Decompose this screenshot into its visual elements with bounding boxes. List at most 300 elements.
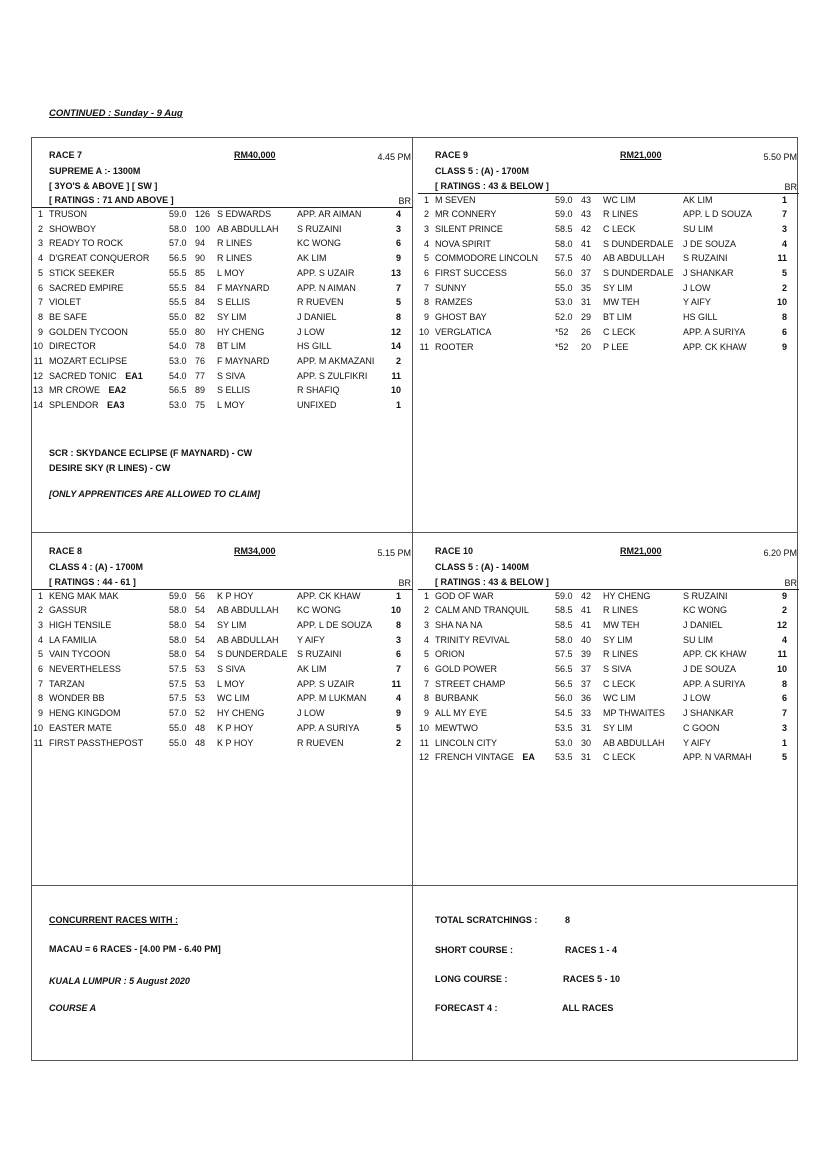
jockey: R LINES [603,209,639,220]
runner-row [418,649,799,664]
jockey: K P HOY [217,590,254,601]
trainer: APP. AR AIMAN [297,209,362,219]
handicap-weight: 53.0 [555,297,573,308]
kuala-lumpur-date: KUALA LUMPUR : 5 August 2020 [49,976,190,986]
runner-number: 8 [37,311,43,322]
horse-name [435,679,505,689]
trainer: APP. CK KHAW [683,649,747,660]
course-info: COURSE A [49,1003,97,1013]
row-divider-2 [31,885,798,886]
horse-name [49,312,87,322]
barrier: 2 [395,737,401,748]
runner-number: 10 [419,722,430,733]
runner-row [418,723,799,738]
runner-number: 2 [423,605,429,616]
jockey: F MAYNARD [217,282,270,293]
runner-row [32,268,413,283]
race-time: 6.20 PM [763,548,797,558]
trainer: S RUZAINI [683,590,728,601]
rating: 40 [581,634,592,645]
runner-row [32,209,413,224]
jockey: MW TEH [603,297,640,308]
trainer: S RUZAINI [297,649,342,660]
jockey: SY LIM [603,282,633,293]
runner-row [418,693,799,708]
runner-row [32,341,413,356]
rating: 84 [195,282,206,293]
rating: 37 [581,664,592,674]
horse-name-text: BE SAFE [49,311,88,322]
runner-number: 12 [419,752,430,763]
trainer: J LOW [683,693,711,704]
trainer: S RUZAINI [683,253,728,264]
handicap-weight: 57.0 [169,238,187,249]
runner-row [32,620,413,635]
runner-number: 4 [37,253,43,264]
rating: 53 [195,678,206,689]
jockey: S EDWARDS [217,209,272,219]
long-course-value: RACES 5 - 10 [563,974,621,984]
runner-number: 10 [33,341,44,352]
trainer: Y AIFY [683,297,711,308]
runner-row [418,283,799,298]
jockey: S DUNDERDALE [217,649,288,660]
handicap-weight: 58.0 [555,238,573,249]
jockey: S SIVA [217,664,246,674]
trainer: KC WONG [683,605,727,616]
barrier: 3 [395,223,401,234]
runner-number: 8 [37,693,43,704]
trainer: APP. S UZAIR [297,678,355,689]
trainer: J LOW [683,282,711,293]
barrier: 6 [395,649,401,660]
race-ratings: [ RATINGS : 43 & BELOW ] [435,576,549,587]
barrier: 9 [781,590,787,601]
handicap-weight: 55.0 [169,311,187,322]
runner-number: 2 [423,209,429,220]
runner-number: 8 [423,297,429,308]
runner-row [32,238,413,253]
race-ratings: [ RATINGS : 44 - 61 ] [49,576,136,587]
rating: 54 [195,649,206,660]
runner-number: 9 [37,708,43,719]
runner-row [32,356,413,371]
barrier: 2 [781,605,787,616]
trainer: UNFIXED [297,400,337,411]
runner-row [32,693,413,708]
apprentice-claim-note: [ONLY APPRENTICES ARE ALLOWED TO CLAIM] [49,489,260,499]
trainer: HS GILL [297,341,332,352]
rating: 41 [581,238,592,249]
horse-name-text: STREET CHAMP [435,678,506,689]
barrier: 8 [781,312,787,323]
race-ratings: [ RATINGS : 71 AND ABOVE ] [49,195,174,205]
runner-number: 4 [423,634,429,645]
jockey: C LECK [603,678,636,689]
barrier: 12 [776,619,787,630]
jockey: C LECK [603,326,636,337]
runner-row [418,664,799,679]
rating: 29 [581,312,592,323]
entry-tag: EA3 [107,400,125,411]
runner-number: 1 [37,209,43,219]
short-course-label: SHORT COURSE : [435,945,514,955]
scratching-note: SCR : SKYDANCE ECLIPSE (F MAYNARD) - CW [49,448,253,458]
race-condition: SUPREME A :- 1300M [49,166,141,176]
handicap-weight: 53.5 [555,722,573,733]
barrier: 7 [781,209,787,220]
rating: 90 [195,253,206,264]
runner-number: 3 [423,619,429,630]
horse-name-text: STICK SEEKER [49,267,115,278]
trainer: APP. CK KHAW [297,590,361,601]
runner-row [418,342,799,357]
handicap-weight: 56.5 [555,678,573,689]
barrier: 11 [391,370,401,381]
horse-name-text: READY TO ROCK [49,238,124,249]
horse-name [435,738,497,748]
trainer: J LOW [297,708,325,719]
horse-name [49,268,115,278]
horse-name-text: GOLDEN TYCOON [49,326,128,337]
runner-row [418,708,799,723]
barrier: 5 [781,268,787,278]
barrier: 3 [781,722,787,733]
jockey: MP THWAITES [603,708,665,719]
total-scratchings-label: TOTAL SCRATCHINGS : [435,915,538,925]
jockey: K P HOY [217,737,254,748]
barrier: 8 [395,311,401,322]
rating: 89 [195,385,206,396]
runner-number: 7 [423,282,429,293]
runner-row [418,620,799,635]
runner-number: 11 [419,737,429,748]
horse-name [49,664,121,674]
handicap-weight: 58.5 [555,619,573,630]
trainer: R SHAFIQ [297,385,340,396]
horse-name-text: KENG MAK MAK [49,590,119,601]
handicap-weight: 55.5 [169,282,187,293]
jockey: L MOY [217,267,245,278]
race-condition: CLASS 5 : (A) - 1400M [435,562,530,572]
entry-tag: EA2 [108,385,127,396]
horse-name [435,195,476,205]
horse-name-text: GOLD POWER [435,664,498,674]
runner-number: 7 [37,297,43,308]
runner-number: 14 [33,400,44,411]
horse-name-text: FRENCH VINTAGE [435,752,514,763]
trainer: J DE SOUZA [683,664,737,674]
rating: 54 [195,634,206,645]
trainer: AK LIM [683,194,713,205]
horse-name-text: M SEVEN [435,194,476,205]
horse-name-text: HIGH TENSILE [49,619,112,630]
trainer: S RUZAINI [297,223,342,234]
rating: 42 [581,590,592,601]
barrier: 3 [395,634,401,645]
rating: 100 [195,223,211,234]
runner-row [418,605,799,620]
handicap-weight: 55.0 [169,326,187,337]
runner-number: 7 [423,678,429,689]
handicap-weight: 53.5 [555,752,573,763]
forecast-label: FORECAST 4 : [435,1003,498,1013]
runner-row [32,738,413,753]
runner-number: 1 [37,590,43,601]
barrier: 1 [395,400,401,411]
race-condition: CLASS 4 : (A) - 1700M [49,562,144,572]
horse-name-text: SPLENDOR [49,400,99,411]
runner-number: 8 [423,693,429,704]
trainer: SU LIM [683,223,714,234]
barrier: 5 [395,297,401,308]
handicap-weight: 56.0 [555,268,573,278]
rating: 33 [581,708,592,719]
horse-name [435,649,465,659]
runner-number: 11 [33,737,43,748]
horse-name-text: SACRED EMPIRE [49,282,124,293]
rating: 94 [195,238,206,249]
horse-name [435,224,503,234]
horse-name [435,605,529,615]
jockey: WC LIM [603,194,636,205]
horse-name-text: LINCOLN CITY [435,737,498,748]
barrier: 10 [390,605,401,616]
horse-name-text: SHA NA NA [435,619,483,630]
handicap-weight: 56.0 [555,693,573,704]
barrier: 7 [781,708,787,719]
runner-number: 10 [33,722,44,733]
concurrent-races-heading: CONCURRENT RACES WITH : [49,915,178,925]
horse-name [435,664,497,674]
race-time: 5.50 PM [763,152,797,162]
rating: 39 [581,649,592,660]
handicap-weight: 54.5 [555,708,573,719]
race-10-panel [418,546,799,881]
entry-tag: EA1 [125,370,143,381]
horse-name [435,342,474,352]
runner-row [32,253,413,268]
jockey: WC LIM [217,693,250,704]
barrier: 4 [395,693,401,704]
jockey: P LEE [603,341,629,352]
total-scratchings-value: 8 [565,915,571,925]
runner-row [418,297,799,312]
jockey: S ELLIS [217,385,251,396]
rating: 48 [195,722,206,733]
horse-name [49,591,119,601]
barrier: 9 [395,708,401,719]
runner-number: 12 [33,370,44,381]
handicap-weight: 59.0 [555,194,573,205]
runner-number: 5 [37,649,43,660]
rating: 54 [195,605,206,616]
horse-name [435,253,538,263]
rating: 26 [581,326,592,337]
rating: 41 [581,619,592,630]
horse-name-text: BURBANK [435,693,479,704]
barrier: 13 [390,267,401,278]
jockey: S DUNDERDALE [603,268,674,278]
jockey: AB ABDULLAH [603,253,665,264]
trainer: AK LIM [297,253,327,264]
horse-name [435,708,487,718]
runner-row [32,224,413,239]
barrier: 10 [776,664,787,674]
macau-info: MACAU = 6 RACES - [4.00 PM - 6.40 PM] [49,944,221,954]
jockey: R LINES [603,605,639,616]
rating: 43 [581,194,592,205]
handicap-weight: 58.5 [555,605,573,616]
jockey: AB ABDULLAH [217,605,279,616]
horse-name-text: SHOWBOY [49,223,97,234]
handicap-weight: 57.5 [555,253,573,264]
horse-name [49,605,87,615]
runner-number: 7 [37,678,43,689]
jockey: S ELLIS [217,297,251,308]
horse-name [435,239,491,249]
jockey: K P HOY [217,722,254,733]
handicap-weight: 55.0 [555,282,573,293]
runner-number: 9 [423,708,429,719]
race-prize: RM21,000 [620,546,662,556]
horse-name-text: MR CROWE [49,385,100,396]
barrier: 6 [781,693,787,704]
jockey: WC LIM [603,693,636,704]
barrier: 6 [395,238,401,249]
horse-name-text: ROOTER [435,341,474,352]
runner-number: 5 [423,649,429,660]
horse-name-text: MR CONNERY [435,209,497,220]
handicap-weight: *52 [555,341,569,352]
horse-name-text: NEVERTHELESS [49,664,121,674]
runner-row [418,312,799,327]
horse-name-text: TRUSON [49,209,87,219]
entry-tag: EA [522,752,535,763]
trainer: Y AIFY [683,737,711,748]
trainer: APP. L D SOUZA [683,209,753,220]
jockey: AB ABDULLAH [217,223,279,234]
horse-name [49,297,81,307]
handicap-weight: 55.0 [169,722,187,733]
handicap-weight: 58.0 [169,605,187,616]
handicap-weight: 58.0 [169,634,187,645]
horse-name-text: TARZAN [49,678,85,689]
horse-name [49,371,143,381]
runner-row [418,224,799,239]
race-9-panel [418,150,799,530]
horse-name-text: LA FAMILIA [49,634,97,645]
trainer: APP. M AKMAZANI [297,356,375,366]
horse-name [49,209,87,219]
trainer: APP. S UZAIR [297,267,355,278]
runner-number: 6 [423,664,429,674]
jockey: R LINES [217,253,253,264]
runner-row [32,708,413,723]
rating: 42 [581,223,592,234]
horse-name-text: COMMODORE LINCOLN [435,253,539,264]
runner-row [32,312,413,327]
rating: 126 [195,209,211,219]
barrier: 2 [781,282,787,293]
race-prize: RM21,000 [620,150,662,160]
barrier: 9 [781,341,787,352]
handicap-weight: 57.5 [169,678,187,689]
jockey: S SIVA [603,664,632,674]
runner-number: 3 [37,238,43,249]
trainer: J LOW [297,326,325,337]
race-ratings: [ RATINGS : 43 & BELOW ] [435,180,549,191]
rating: 75 [195,400,206,411]
runner-row [32,723,413,738]
rating: 48 [195,737,206,748]
page-header: CONTINUED : Sunday - 9 Aug [49,108,183,119]
rating: 41 [581,605,592,616]
runner-row [418,195,799,210]
barrier: 1 [781,194,787,205]
runner-number: 10 [419,326,430,337]
barrier: 7 [395,282,401,293]
runner-row [418,209,799,224]
runner-number: 2 [37,223,43,234]
short-course-value: RACES 1 - 4 [565,945,618,955]
horse-name [49,385,126,395]
jockey: SY LIM [217,311,247,322]
runner-number: 9 [37,326,43,337]
handicap-weight: 54.0 [169,370,187,381]
handicap-weight: 58.0 [555,634,573,645]
runner-row [418,591,799,606]
race-title: RACE 7 [49,150,83,160]
runner-row [418,679,799,694]
runner-number: 2 [37,605,43,616]
barrier: 8 [781,678,787,689]
ratings-rule [32,207,413,208]
horse-name [49,253,149,263]
jockey: AB ABDULLAH [217,634,279,645]
barrier: 4 [395,209,401,219]
runner-row [418,752,799,767]
jockey: SY LIM [217,619,247,630]
handicap-weight: 56.5 [555,664,573,674]
scratching-note: DESIRE SKY (R LINES) - CW [49,462,171,473]
rating: 82 [195,311,206,322]
rating: 53 [195,693,206,704]
horse-name [49,723,112,733]
runner-number: 9 [423,312,429,323]
horse-name-text: DIRECTOR [49,341,96,352]
horse-name-text: FIRST SUCCESS [435,268,507,278]
handicap-weight: 55.5 [169,267,187,278]
horse-name [49,400,125,410]
horse-name [435,723,478,733]
runner-number: 3 [37,619,43,630]
horse-name [435,297,473,307]
handicap-weight: 58.0 [169,619,187,630]
ratings-rule [418,589,799,590]
jockey: S DUNDERDALE [603,238,674,249]
horse-name [435,591,494,601]
long-course-label: LONG COURSE : [435,974,508,984]
handicap-weight: 53.0 [555,737,573,748]
handicap-weight: 59.0 [169,209,187,219]
horse-name [435,327,491,337]
runner-row [32,327,413,342]
race-condition: [ 3YO'S & ABOVE ] [ SW ] [49,180,158,191]
handicap-weight: 55.5 [169,297,187,308]
runner-number: 1 [423,590,429,601]
handicap-weight: 53.0 [169,356,187,366]
